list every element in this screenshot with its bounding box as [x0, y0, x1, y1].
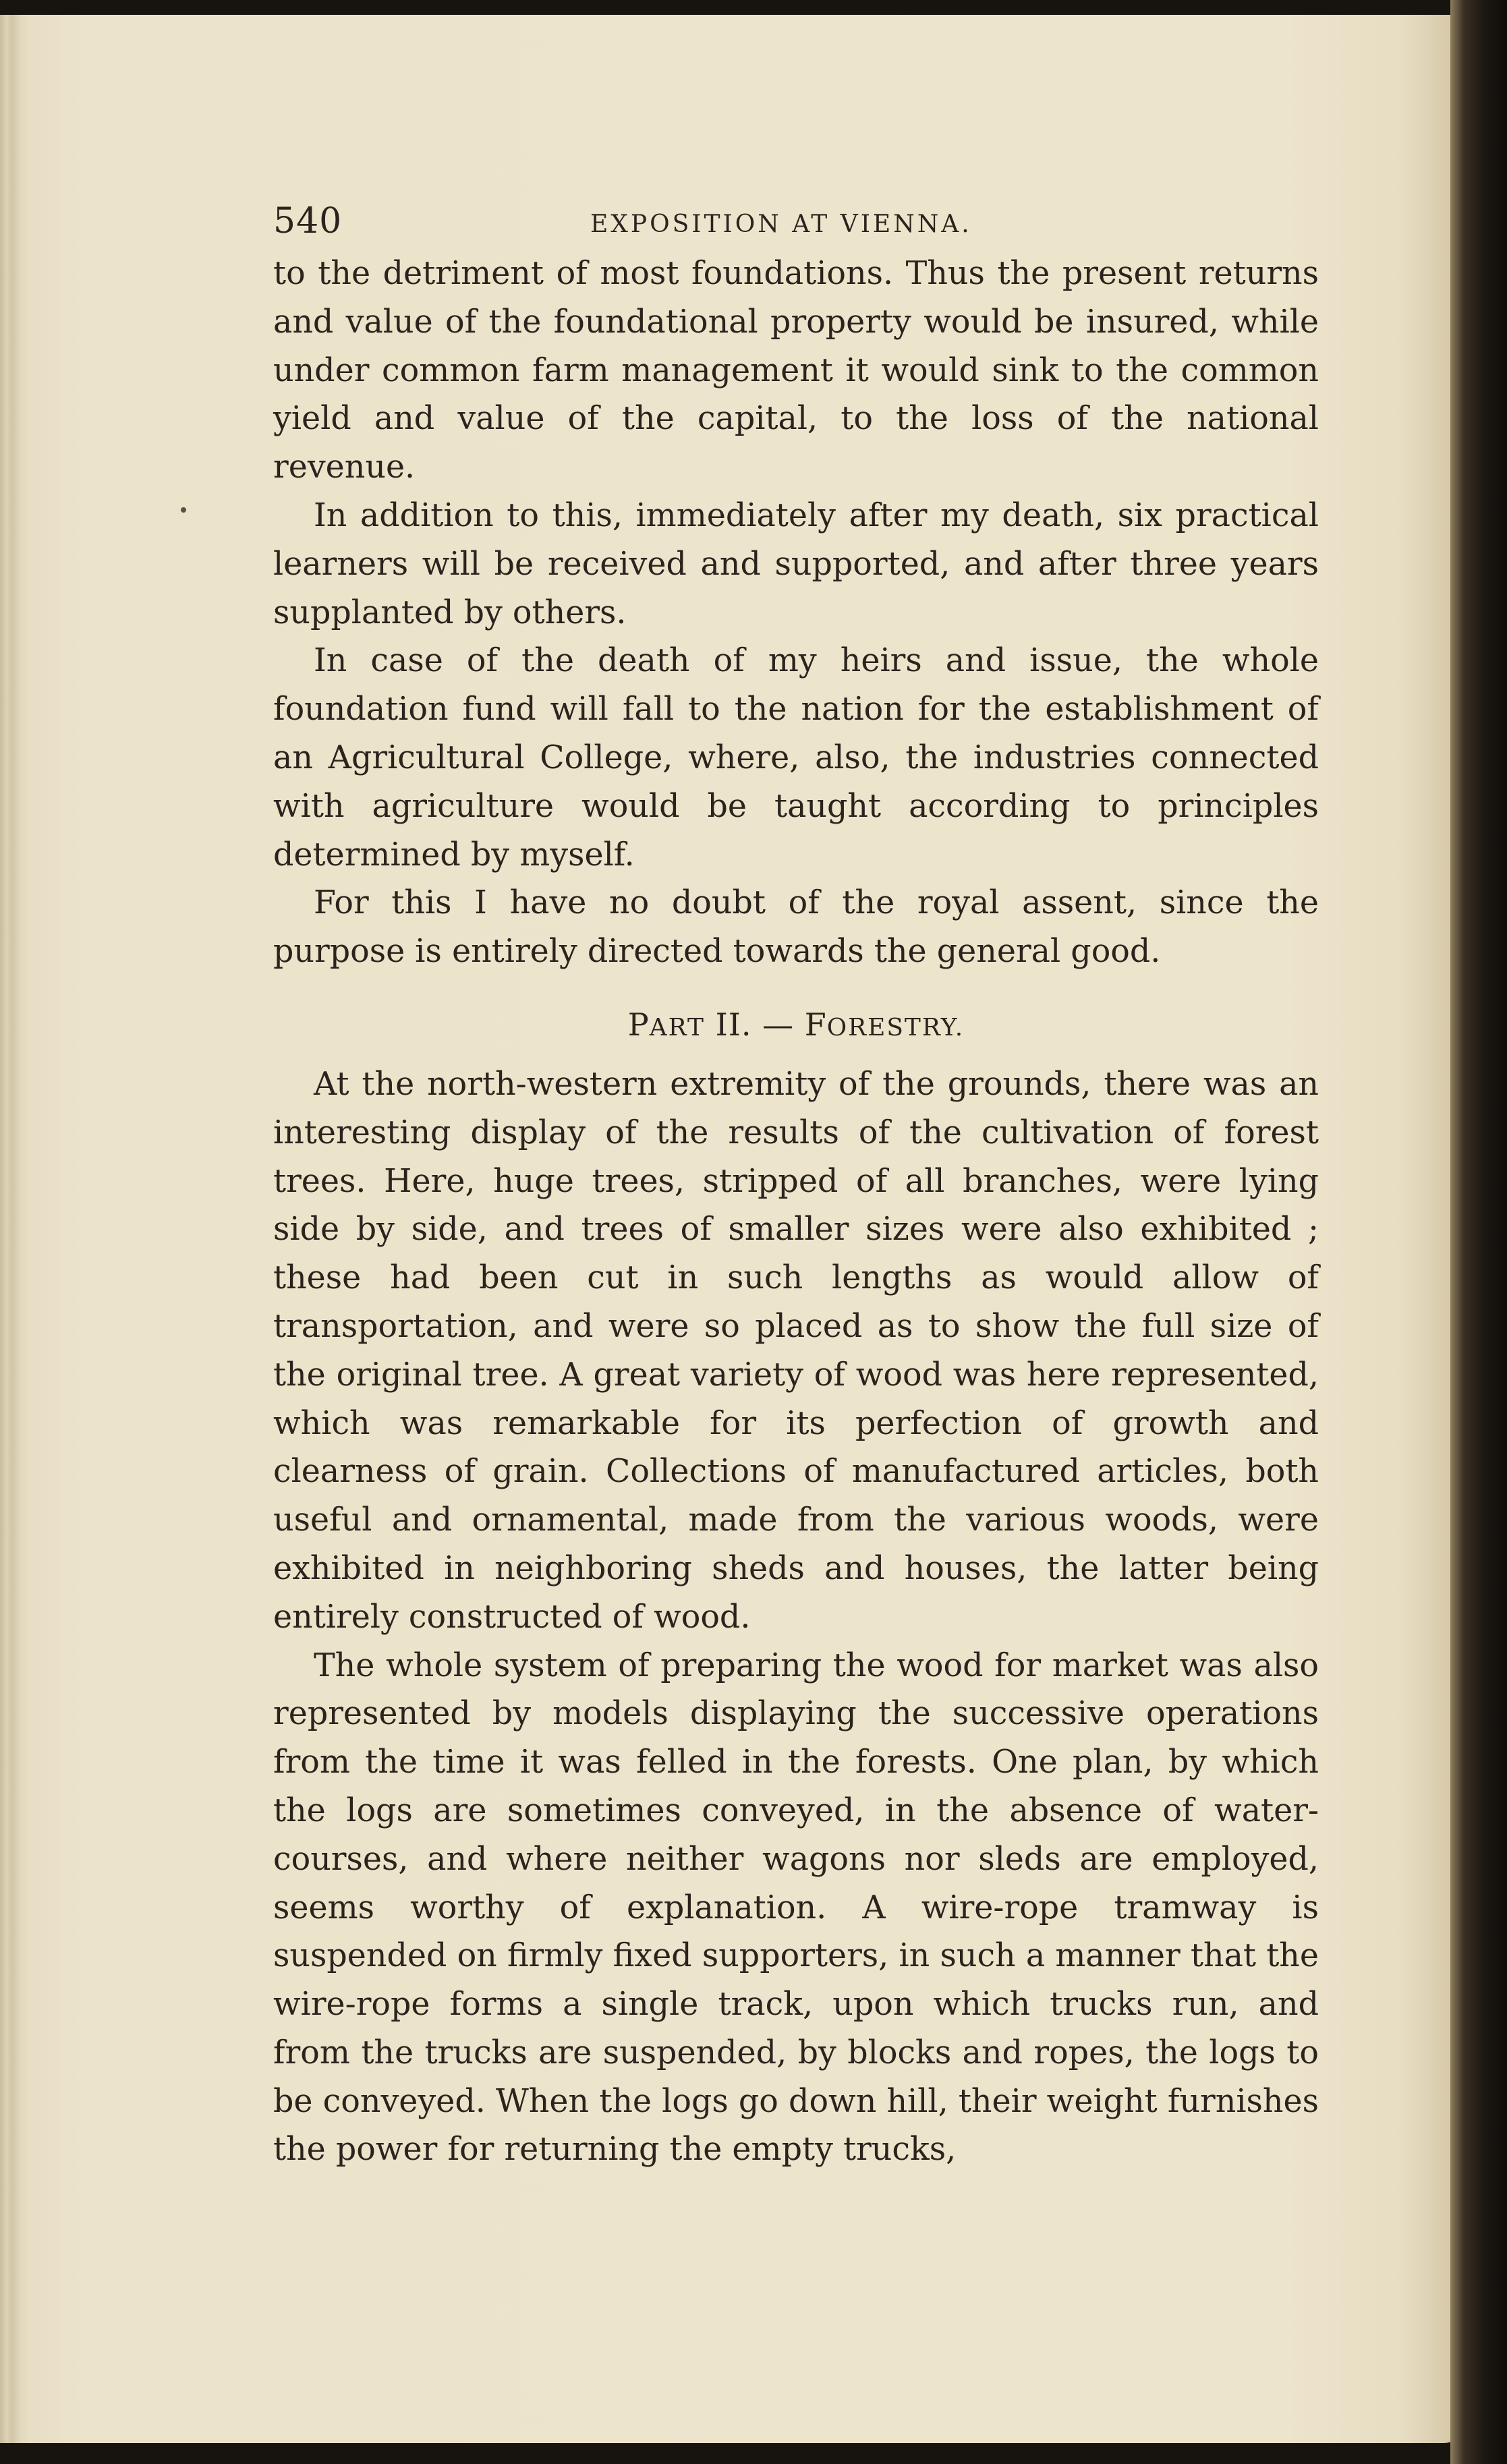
paragraph: In addition to this, immediately after my death, six practical learners will be received and supported, and after three years supplanted by others. [273, 496, 1319, 631]
margin-speck [181, 507, 186, 513]
paragraph: At the north-western extremity of the grounds, there was an interesting display of the results of the cultivation of forest trees. Here, huge trees, stripped of all branches, were lying side by side, and trees of smaller sizes were also exhibited ; these had been cut in such lengths as would allow of transportation, and were so placed as to show the full size of the original tree. A great variety of wood was here represented, which was remarkable for its perfection of growth and clearness of grain. Collections of manufactured articles, both useful and ornamental, made from the various woods, were exhibited in neighboring sheds and houses, the latter being entirely constructed of wood. [273, 1065, 1319, 1636]
paragraph: The whole system of preparing the wood for market was also represented by models displaying the successive operations from the time it was felled in the forests. One plan, by which the logs are sometimes conveyed, in the absence of water-courses, and where neither wagons nor sleds are employed, seems worthy of explanation. A wire-rope tramway is suspended on firmly fixed supporters, in such a manner that the wire-rope forms a single track, upon which trucks run, and from the trucks are suspended, by blocks and ropes, the logs to be conveyed. When the logs go down hill, their weight furnishes the power for returning the empty trucks, [273, 1646, 1319, 2169]
paragraph: For this I have no doubt of the royal assent, since the purpose is entirely directed towards the general good. [273, 884, 1319, 971]
page-left-edge [0, 15, 31, 2443]
paragraph: In case of the death of my heirs and issue, the whole foundation fund will fall to the nation for the establishment of an Agricultural College, where, also, the industries connected with agriculture would be taught according to principles determined by myself. [273, 642, 1319, 873]
paragraph: to the detriment of most foundations. Thus the present returns and value of the foundational property would be insured, while under common farm management it would sink to the common yield and value of the capital, to the loss of the national revenue. [273, 255, 1319, 486]
heading-title-initial: F [804, 1006, 827, 1043]
page-text-block [273, 196, 1319, 2174]
heading-part-initial: P [627, 1006, 650, 1043]
heading-part-number: II. — [715, 1006, 795, 1043]
running-head: EXPOSITION AT VIENNA. [590, 210, 972, 238]
heading-part-rest: ART [649, 1013, 705, 1041]
page-header [273, 196, 1319, 250]
section-heading [273, 1000, 1319, 1052]
page-number: 540 [273, 201, 343, 241]
heading-title-rest: ORESTRY. [826, 1013, 965, 1041]
book-binding-edge [1450, 0, 1507, 2464]
